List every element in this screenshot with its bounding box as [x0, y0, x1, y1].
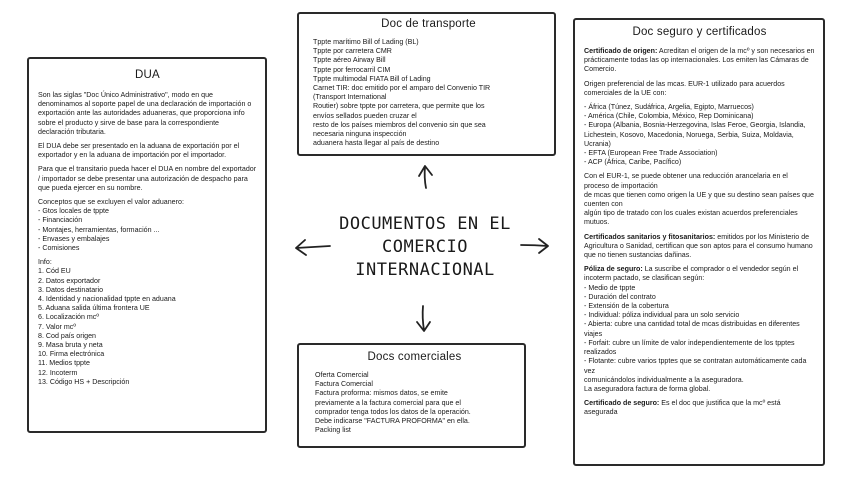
dua-info-item: 13. Código HS + Descripción: [38, 377, 130, 386]
dua-concept-item: - Comisiones: [38, 244, 80, 253]
certificados-sanitarios-text: emitidos por los Ministerio de Agricultura o Sanidad, certifican que son aptos para el consumo humano que no tienen sustancias dañinas.: [584, 232, 813, 260]
central-title-line-1: DOCUMENTOS EN EL: [339, 214, 511, 234]
poliza-item: La aseguradora factura de forma global.: [584, 384, 711, 393]
dua-info-item: 12. Incoterm: [38, 368, 78, 377]
dua-concept-item: - Montajes, herramientas, formación ...: [38, 225, 160, 234]
dua-concept-item: - Financiación: [38, 216, 83, 225]
dua-title: DUA: [135, 69, 160, 81]
dua-concept-item: - Gtos locales de tppte: [38, 207, 109, 216]
transporte-line: Tppte aéreo Airway Bill: [313, 56, 386, 65]
transporte-line: envíos sellados pueden cruzar el: [313, 111, 417, 120]
transporte-line: Tppte marítimo Bill of Lading (BL): [313, 38, 419, 46]
dua-info-item: 5. Aduana salida última frontera UE: [38, 304, 150, 313]
transporte-line: Tppte por carretera CMR: [313, 47, 392, 56]
dua-info-title: Info:: [38, 258, 52, 267]
comerciales-line: Packing list: [315, 426, 351, 435]
poliza-item: - Flotante: cubre varios tpptes que se contratan automáticamente cada vez: [584, 357, 807, 375]
eur1-item: - Europa (Albania, Bosnia-Herzegovina, Islas Feroe, Georgia, Islandia,: [584, 121, 806, 130]
central-title-line-3: INTERNACIONAL: [355, 260, 495, 280]
eur1-intro: Origen preferencial de las mcas. EUR-1 utilizado para acuerdos comerciales de la UE con:: [584, 79, 785, 97]
comerciales-line: previamente a la factura comercial para que el: [315, 398, 461, 407]
eur1-item: - África (Túnez, Sudáfrica, Argelia, Egipto, Marruecos): [584, 103, 754, 112]
transporte-line: Tppte por ferrocarril CIM: [313, 65, 391, 74]
transporte-line: Tppte multimodal FIATA Bill of Lading: [313, 74, 431, 83]
dua-concept-item: - Envases y embalajes: [38, 234, 110, 243]
arrow-up-to-transporte: [419, 166, 432, 188]
eur1-extra-line: de mcas que tienen como origen la UE y que su destino sean países que cuenten con: [584, 190, 814, 209]
transporte-line: Carnet TIR: doc emitido por el amparo del Convenio TIR: [313, 84, 491, 93]
dua-box: [27, 57, 267, 433]
poliza-item: - Forfait: cubre un límite de valor independientemente de los tpptes realizados: [584, 338, 795, 357]
eur1-item: Lichestein, Kosovo, Macedonia, Noruega, Serbia, Suiza, Moldavia, Ucrania): [584, 130, 794, 148]
transporte-line: resto de los países miembros del convenio sin que sea: [313, 120, 486, 129]
comerciales-line: Factura Comercial: [315, 380, 373, 389]
dua-info-item: 3. Datos destinatario: [38, 285, 104, 294]
poliza-seguro-label: Póliza de seguro:: [584, 265, 643, 274]
dua-paragraph: El DUA debe ser presentado en la aduana de exportación por el exportador y en la aduana de importación por el importador.: [38, 142, 240, 160]
poliza-list: [584, 284, 815, 394]
central-title-line-2: COMERCIO: [382, 237, 468, 257]
eur1-item: - EFTA (European Free Trade Association): [584, 149, 718, 158]
seguro-title: Doc seguro y certificados: [632, 26, 767, 38]
comerciales-line: Debe indicarse "FACTURA PROFORMA" en ella.: [315, 417, 470, 426]
transporte-line: aduanera hasta llegar al país de destino: [313, 139, 440, 148]
dua-info-list: [38, 267, 257, 387]
poliza-item: comunicándolos individualmente a la aseguradora.: [584, 375, 744, 384]
transporte-line: Routier) sobre tppte por carretera, que permite que los: [313, 102, 485, 111]
poliza-item: - Medio de tppte: [584, 283, 636, 292]
transporte-line: (Transport International: [313, 93, 387, 102]
certificado-origen: [584, 47, 815, 75]
dua-info-item: 8. Cod país origen: [38, 331, 96, 340]
arrow-left-to-dua: [296, 240, 330, 255]
poliza-seguro-text: La suscribe el comprador o el vendedor según el incoterm pactado, se clasifican según:: [584, 265, 799, 283]
transporte-title: Doc de transporte: [381, 18, 476, 30]
dua-info-item: 1. Cód EU: [38, 267, 71, 276]
certificado-origen-label: Certificado de origen:: [584, 47, 658, 55]
eur1-extra: [584, 191, 815, 228]
certificado-seguro-label: Certificado de seguro:: [584, 399, 660, 408]
comerciales-line: comprador tenga todos los datos de la operación.: [315, 407, 471, 416]
comerciales-box: [297, 343, 526, 448]
comerciales-line: Oferta Comercial: [315, 371, 369, 379]
comerciales-line: Factura proforma: mismos datos, se emite: [315, 389, 448, 398]
certificado-seguro-text: Es el doc que justifica que la mcº está asegurada: [584, 399, 781, 417]
poliza-item: - Individual: póliza individual para un solo servicio: [584, 311, 740, 320]
certificados-sanitarios: [584, 233, 815, 261]
certificado-seguro: [584, 399, 815, 417]
dua-concepts-title: Conceptos que se excluyen el valor aduanero:: [38, 198, 184, 207]
dua-info-item: 7. Valor mcº: [38, 322, 76, 331]
certificado-origen-text: Acreditan el origen de la mcº y son necesarios en prácticamente todas las op internacionales. Los emiten las Cámaras de Comercio.: [584, 47, 815, 74]
dua-info-item: 11. Medios tppte: [38, 359, 90, 368]
comerciales-list: [315, 371, 514, 435]
transporte-line: necesaria ninguna inspección: [313, 130, 407, 139]
eur1-item: - ACP (África, Caribe, Pacífico): [584, 158, 682, 167]
dua-info-item: 10. Firma electrónica: [38, 350, 105, 359]
poliza-seguro: [584, 265, 815, 283]
comerciales-title: Docs comerciales: [367, 351, 462, 363]
eur1-reduction: Con el EUR-1, se puede obtener una reducción arancelaria en el proceso de importación: [584, 172, 788, 190]
eur1-item: - América (Chile, Colombia, México, Rep Dominicana): [584, 112, 754, 121]
transporte-list: [313, 38, 544, 148]
eur1-list: [584, 103, 815, 167]
dua-info-item: 6. Localización mcº: [38, 313, 99, 322]
dua-info-item: 9. Masa bruta y neta: [38, 341, 103, 350]
seguro-box: [573, 18, 825, 466]
dua-paragraph: Son las siglas "Doc Único Administrativo", modo en que denominamos al soporte papel de una declaración de importación o exportación ante las autoridades aduaneras, que proporciona info sobre el producto y sirve de base para la correspondiente declaración tributaria.: [38, 91, 252, 136]
poliza-item: - Duración del contrato: [584, 292, 656, 301]
poliza-item: - Abierta: cubre una cantidad total de mcas distribuidas en diferentes viajes: [584, 320, 800, 338]
dua-concepts-list: [38, 207, 257, 253]
dua-info-item: 2. Datos exportador: [38, 276, 101, 285]
dua-paragraph: Para que el transitario pueda hacer el DUA en nombre del exportador / importador se debe presentar una autorización de despacho para que pueda ejercer en su nombre.: [38, 165, 257, 192]
eur1-extra-line: algún tipo de tratado con los cuales existan acuerdos preferenciales mutuos.: [584, 209, 798, 227]
arrow-right-to-seguro: [521, 239, 548, 253]
transporte-box: [297, 12, 556, 156]
arrow-down-to-comerciales: [417, 306, 430, 331]
dua-info-item: 4. Identidad y nacionalidad tppte en aduana: [38, 295, 176, 304]
poliza-item: - Extensión de la cobertura: [584, 302, 669, 311]
central-title: [335, 213, 515, 282]
certificados-sanitarios-label: Certificados sanitarios y fitosanitarios:: [584, 232, 716, 241]
